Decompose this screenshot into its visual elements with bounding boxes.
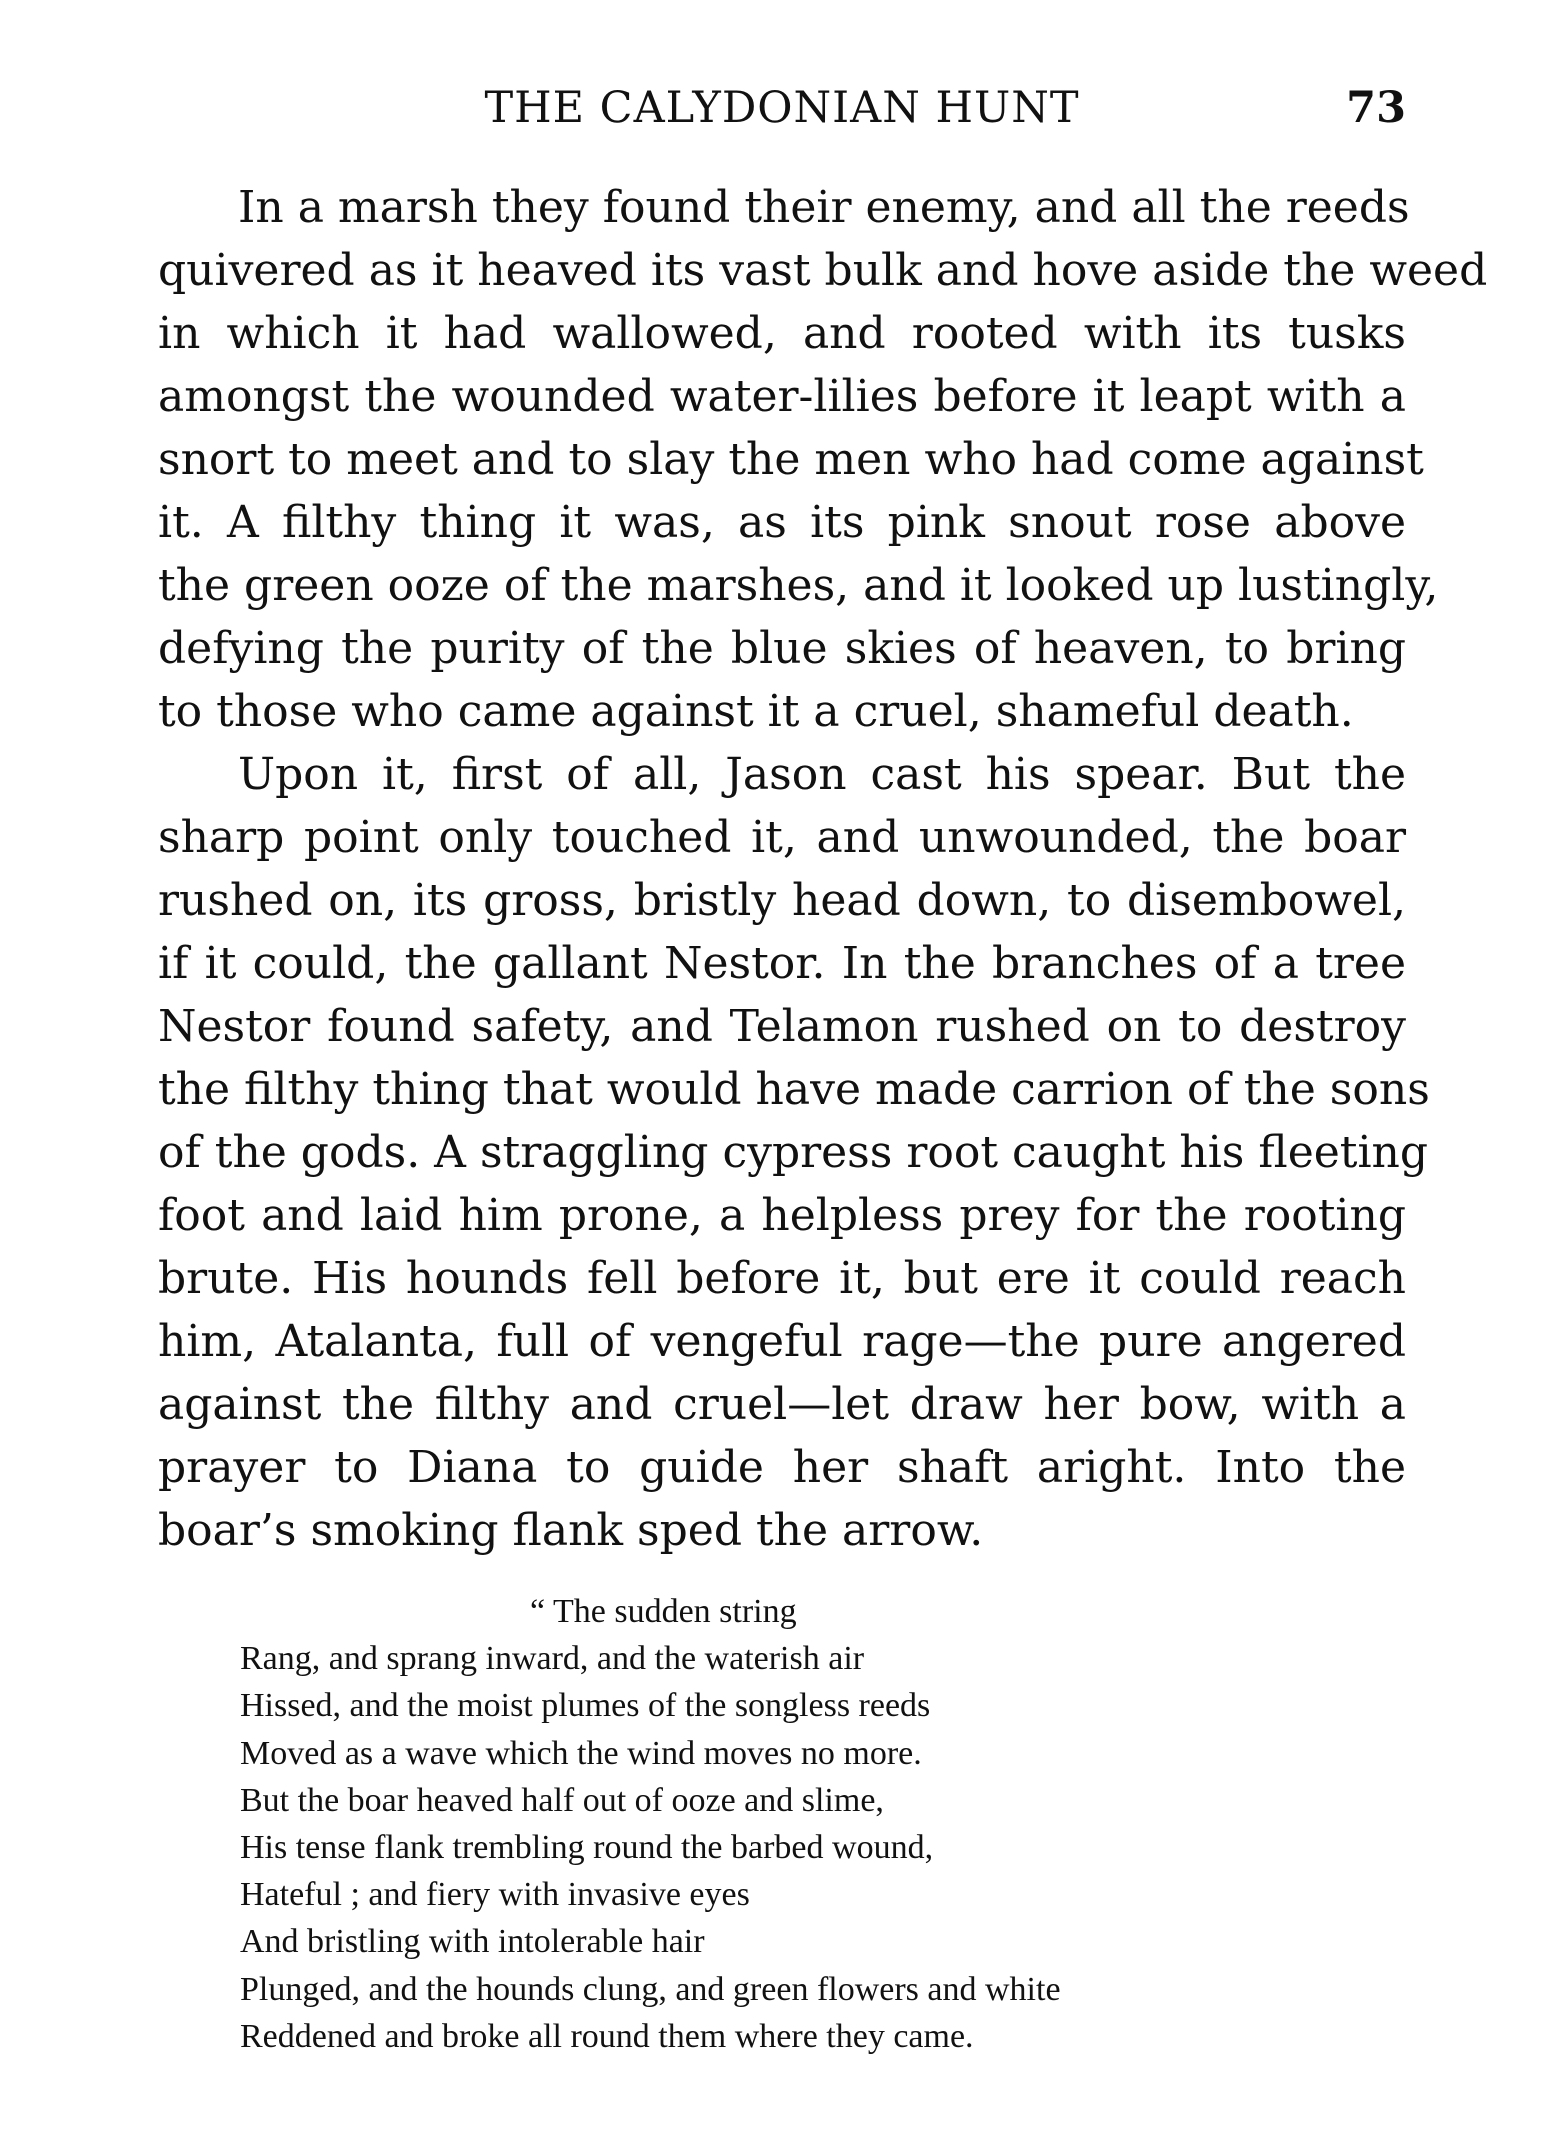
verse-line: But the boar heaved half out of ooze and slime, [240,1781,884,1819]
prose-line: sharp point only touched it, and unwounded, the boar [158,812,1406,863]
verse-line: Hissed, and the moist plumes of the songless reeds [240,1687,931,1725]
verse-line: And bristling with intolerable hair [240,1923,705,1961]
prose-line: foot and laid him prone, a helpless prey for the rooting [158,1190,1406,1241]
verse-line: Rang, and sprang inward, and the waterish air [240,1640,865,1678]
prose-line: in which it had wallowed, and rooted with its tusks [158,308,1406,359]
page-number: 73 [1346,83,1406,133]
prose-line: brute. His hounds fell before it, but ere it could reach [158,1253,1406,1304]
prose-line: snort to meet and to slay the men who had come against [158,434,1424,485]
prose-line: to those who came against it a cruel, shameful death. [158,686,1354,737]
prose-line: amongst the wounded water-lilies before it leapt with a [158,371,1406,422]
prose-line: In a marsh they found their enemy, and all the reeds [238,182,1410,233]
prose-line: of the gods. A straggling cypress root caught his fleeting [158,1127,1429,1178]
prose-line: boar’s smoking flank sped the arrow. [158,1505,984,1556]
prose-line: prayer to Diana to guide her shaft aright. Into the [158,1442,1406,1493]
prose-line: it. A filthy thing it was, as its pink snout rose above [158,497,1406,548]
verse-line: Hateful ; and fiery with invasive eyes [240,1876,750,1914]
prose-line: if it could, the gallant Nestor. In the branches of a tree [158,938,1406,989]
verse-line: Reddened and broke all round them where they came. [240,2017,974,2055]
verse-line: His tense flank trembling round the barbed wound, [240,1828,934,1866]
prose-line: Upon it, first of all, Jason cast his spear. But the [238,749,1406,800]
prose-line: rushed on, its gross, bristly head down, to disembowel, [158,875,1406,926]
prose-line: him, Atalanta, full of vengeful rage—the pure angered [158,1316,1406,1367]
verse-line: Moved as a wave which the wind moves no more. [240,1734,922,1772]
prose-line: quivered as it heaved its vast bulk and hove aside the weed [158,245,1488,296]
prose-text [158,176,1488,1562]
verse-quotation [240,1588,1340,2060]
running-head [158,78,1406,138]
prose-line: defying the purity of the blue skies of heaven, to bring [158,623,1406,674]
verse-line: Plunged, and the hounds clung, and green flowers and white [240,1970,1061,2008]
prose-line: the green ooze of the marshes, and it looked up lustingly, [158,560,1439,611]
verse-line: “ The sudden string [530,1593,797,1630]
chapter-title: THE CALYDONIAN HUNT [484,83,1080,133]
prose-line: the filthy thing that would have made carrion of the sons [158,1064,1430,1115]
prose-line: Nestor found safety, and Telamon rushed on to destroy [158,1001,1406,1052]
prose-line: against the filthy and cruel—let draw her bow, with a [158,1379,1406,1430]
